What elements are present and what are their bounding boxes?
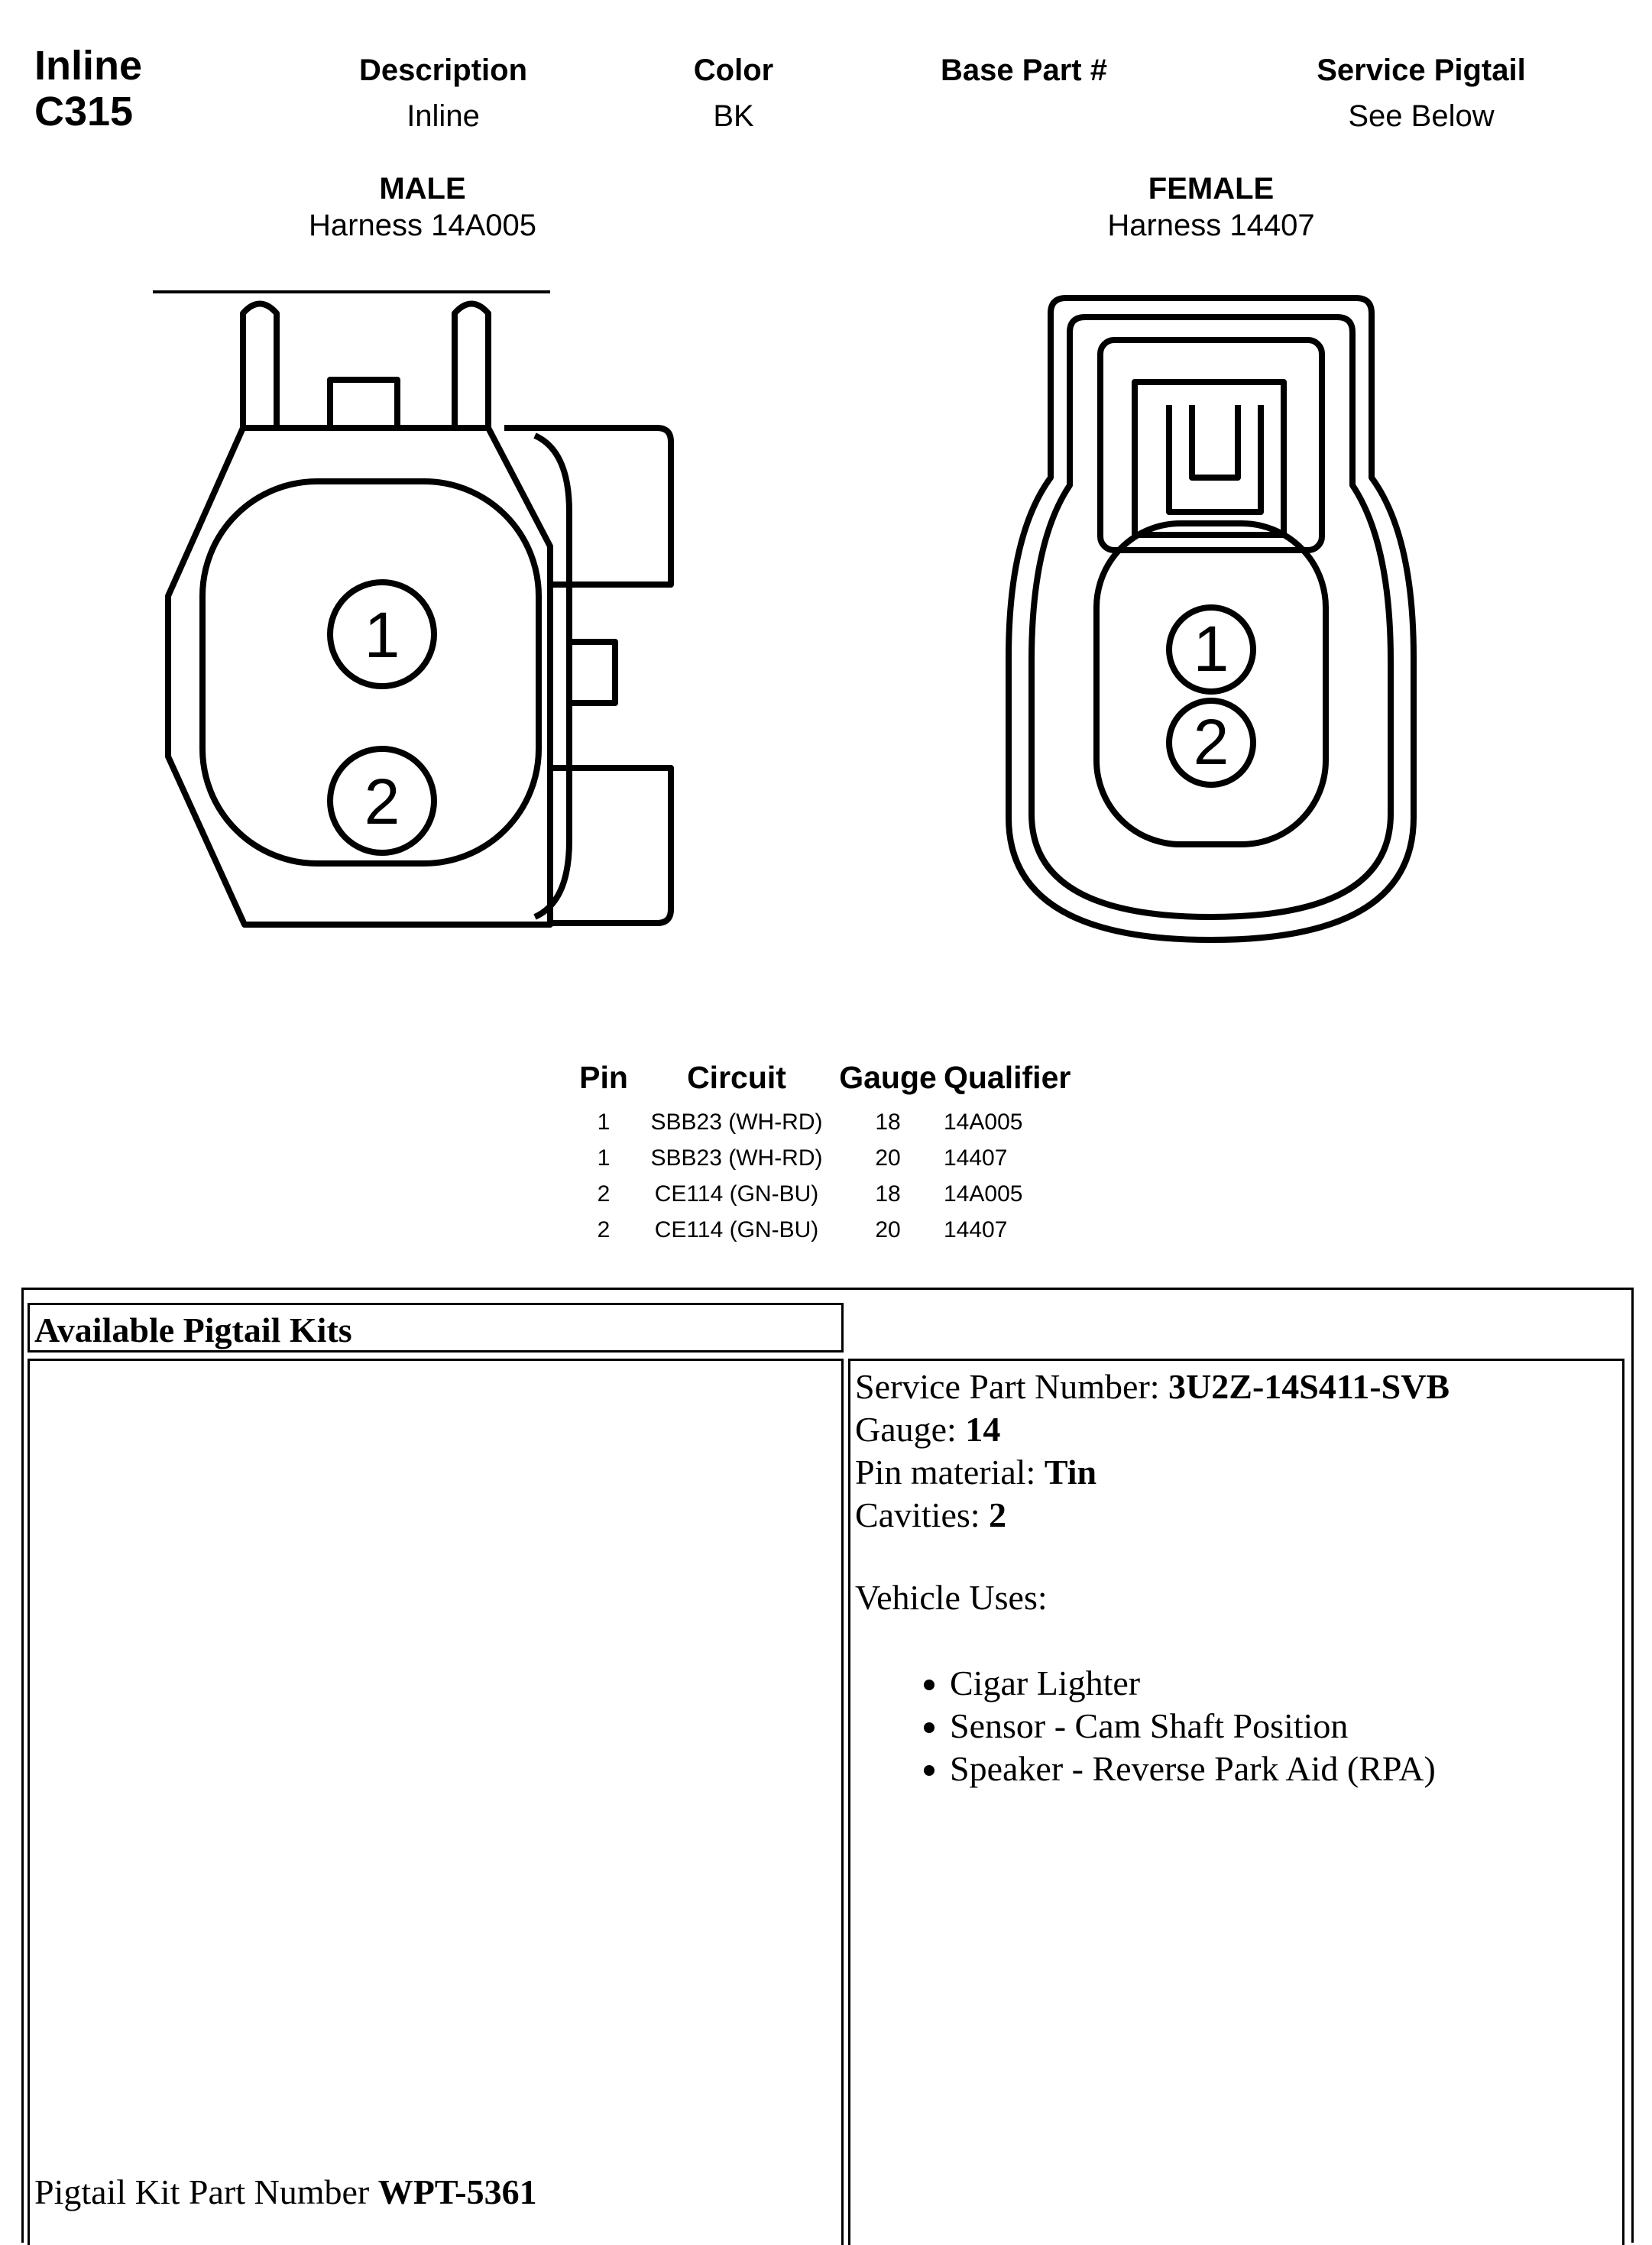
connector-title — [34, 43, 142, 134]
qualifier-column-header: Qualifier — [944, 1059, 1071, 1095]
female-harness: Harness 14407 — [1107, 209, 1315, 242]
qualifier-cell: 14407 — [944, 1216, 1008, 1242]
vehicle-uses-label: Vehicle Uses: — [855, 1578, 1048, 1617]
pigtail-kits-title-cell — [28, 1303, 844, 1353]
description-value: Inline — [407, 99, 480, 133]
male-title: MALE — [379, 172, 466, 206]
male-pin-2-label: 2 — [364, 766, 400, 837]
table-row — [569, 1104, 1084, 1140]
table-row — [569, 1140, 1084, 1176]
gauge-cell: 20 — [875, 1216, 901, 1242]
list-item: • Sensor - Cam Shaft Position — [950, 1705, 1450, 1748]
pin-table-header-row — [569, 1051, 1084, 1104]
pigtail-kit-details — [855, 1365, 1450, 1790]
gauge-cell: 20 — [875, 1145, 901, 1171]
description-header: Description — [358, 53, 528, 87]
female-pin-2-label: 2 — [1193, 706, 1229, 778]
female-latch-notch — [1192, 405, 1238, 478]
connector-type: Inline — [34, 43, 143, 89]
pin-column-header: Pin — [579, 1059, 628, 1095]
color-value: BK — [713, 99, 754, 133]
qualifier-cell: 14A005 — [944, 1109, 1023, 1135]
table-row — [569, 1176, 1084, 1212]
pin-cell: 2 — [597, 1181, 611, 1207]
service-part-value: 3U2Z-14S411-SVB — [1168, 1367, 1450, 1406]
circuit-cell: CE114 (GN-BU) — [654, 1181, 819, 1207]
pigtail-kit-part-number — [34, 2171, 537, 2214]
pigtail-kit-details-cell — [848, 1359, 1624, 2245]
gauge-label: Gauge: — [855, 1410, 966, 1449]
male-connector-diagram — [153, 290, 703, 948]
gauge-column-header: Gauge — [839, 1059, 937, 1095]
male-harness: Harness 14A005 — [309, 209, 536, 242]
vehicle-uses-list — [855, 1662, 1450, 1790]
male-top-latch — [330, 380, 397, 428]
pin-cell: 1 — [597, 1145, 611, 1171]
female-title: FEMALE — [1148, 172, 1275, 206]
gauge-cell: 18 — [875, 1109, 901, 1135]
female-latch-tongue — [1169, 405, 1261, 512]
pigtail-kits-title: Available Pigtail Kits — [34, 1310, 352, 1349]
pin-material-value: Tin — [1044, 1453, 1097, 1492]
pigtail-kit-image-cell — [28, 1359, 844, 2245]
gauge-line — [855, 1408, 1450, 1451]
pin-material-line — [855, 1451, 1450, 1494]
female-connector-diagram — [997, 283, 1425, 955]
pin-circuit-table — [569, 1051, 1084, 1248]
circuit-column-header: Circuit — [687, 1059, 786, 1095]
cavities-label: Cavities: — [855, 1495, 990, 1534]
male-side-tab — [569, 642, 615, 703]
qualifier-cell: 14A005 — [944, 1181, 1023, 1207]
list-item: • Cigar Lighter — [950, 1662, 1450, 1705]
cavities-value: 2 — [989, 1495, 1007, 1534]
circuit-cell: SBB23 (WH-RD) — [650, 1109, 823, 1135]
pigtail-kit-label: Pigtail Kit Part Number — [34, 2172, 378, 2211]
service-pigtail-header: Service Pigtail — [1317, 53, 1526, 87]
pin-cell: 2 — [597, 1216, 611, 1242]
cavities-line — [855, 1494, 1450, 1537]
male-pin-1-label: 1 — [364, 599, 400, 671]
connector-id: C315 — [34, 89, 134, 134]
female-pin-1-label: 1 — [1193, 613, 1229, 685]
gauge-cell: 18 — [875, 1181, 901, 1207]
gauge-value: 14 — [965, 1410, 1001, 1449]
pin-material-label: Pin material: — [855, 1453, 1045, 1492]
circuit-cell: SBB23 (WH-RD) — [650, 1145, 823, 1171]
male-left-prong — [243, 304, 277, 429]
service-part-line — [855, 1365, 1450, 1408]
color-header: Color — [693, 53, 774, 87]
qualifier-cell: 14407 — [944, 1145, 1008, 1171]
list-item: • Speaker - Reverse Park Aid (RPA) — [950, 1748, 1450, 1790]
pin-cell: 1 — [597, 1109, 611, 1135]
circuit-cell: CE114 (GN-BU) — [654, 1216, 819, 1242]
base-part-header: Base Part # — [941, 53, 1107, 87]
table-row — [569, 1212, 1084, 1248]
service-part-label: Service Part Number: — [855, 1367, 1169, 1406]
service-pigtail-value: See Below — [1348, 99, 1495, 133]
male-right-prong — [455, 304, 488, 429]
pigtail-kit-number: WPT-5361 — [377, 2172, 537, 2211]
